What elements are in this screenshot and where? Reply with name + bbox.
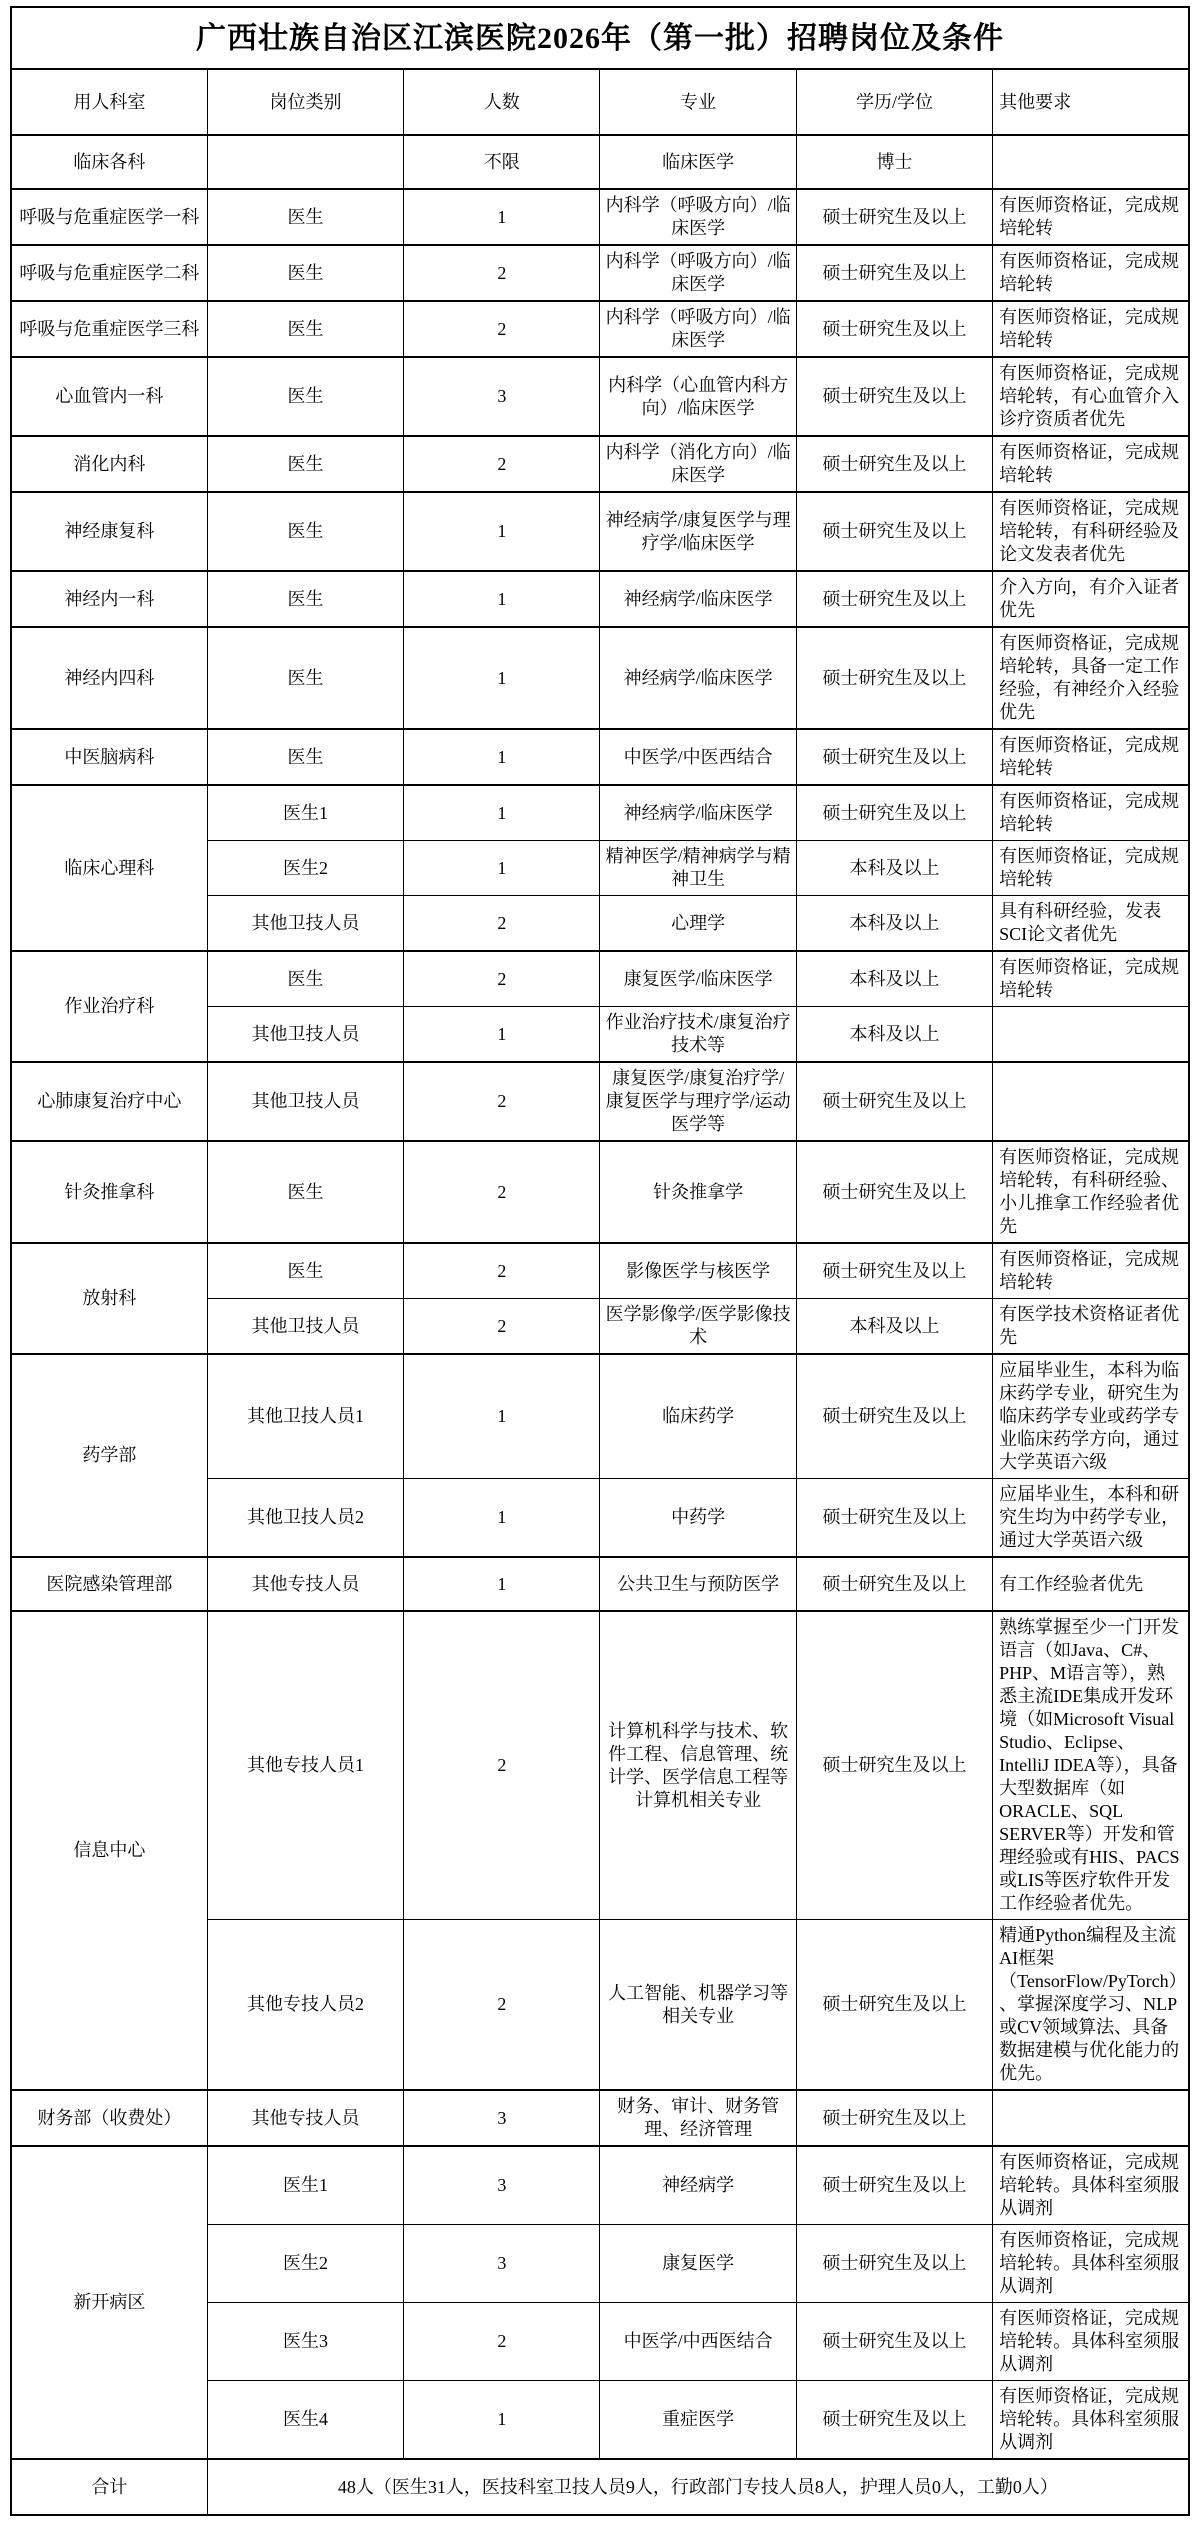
dept-cell: 医院感染管理部 bbox=[11, 1557, 207, 1611]
total-label: 合计 bbox=[11, 2459, 207, 2515]
major-cell: 重症医学 bbox=[600, 2381, 796, 2460]
degree-cell: 硕士研究生及以上 bbox=[796, 301, 992, 357]
num-cell: 2 bbox=[404, 1920, 600, 2091]
table-row bbox=[11, 951, 1189, 1007]
major-cell: 内科学（消化方向）/临床医学 bbox=[600, 436, 796, 492]
req-cell: 有医师资格证，完成规培轮转，有心血管介入诊疗资质者优先 bbox=[993, 357, 1189, 436]
num-cell: 3 bbox=[404, 2090, 600, 2146]
num-cell: 1 bbox=[404, 492, 600, 571]
type-cell: 医生 bbox=[207, 245, 403, 301]
major-cell: 神经病学 bbox=[600, 2146, 796, 2225]
table-row bbox=[11, 1062, 1189, 1141]
type-cell: 其他专技人员 bbox=[207, 2090, 403, 2146]
num-cell: 2 bbox=[404, 436, 600, 492]
col-header-degree: 学历/学位 bbox=[796, 69, 992, 135]
col-header-major: 专业 bbox=[600, 69, 796, 135]
req-cell: 有医师资格证，完成规培轮转，具备一定工作经验，有神经介入经验优先 bbox=[993, 627, 1189, 729]
type-cell: 医生2 bbox=[207, 2225, 403, 2303]
num-cell: 1 bbox=[404, 189, 600, 245]
type-cell: 医生3 bbox=[207, 2303, 403, 2381]
degree-cell: 硕士研究生及以上 bbox=[796, 1354, 992, 1479]
req-cell: 有医师资格证，完成规培轮转。具体科室须服从调剂 bbox=[993, 2146, 1189, 2225]
req-cell: 有医学技术资格证者优先 bbox=[993, 1299, 1189, 1355]
degree-cell: 硕士研究生及以上 bbox=[796, 729, 992, 785]
req-cell: 有工作经验者优先 bbox=[993, 1557, 1189, 1611]
num-cell: 2 bbox=[404, 1611, 600, 1920]
table-row bbox=[11, 1243, 1189, 1299]
table-row bbox=[11, 492, 1189, 571]
table-row bbox=[11, 301, 1189, 357]
num-cell: 1 bbox=[404, 1479, 600, 1558]
num-cell: 2 bbox=[404, 1141, 600, 1243]
req-cell: 有医师资格证，完成规培轮转 bbox=[993, 189, 1189, 245]
major-cell: 针灸推拿学 bbox=[600, 1141, 796, 1243]
degree-cell: 硕士研究生及以上 bbox=[796, 2146, 992, 2225]
degree-cell: 本科及以上 bbox=[796, 1299, 992, 1355]
num-cell: 1 bbox=[404, 1007, 600, 1063]
num-cell: 2 bbox=[404, 1062, 600, 1141]
degree-cell: 硕士研究生及以上 bbox=[796, 1557, 992, 1611]
major-cell: 中医学/中医西结合 bbox=[600, 729, 796, 785]
degree-cell: 硕士研究生及以上 bbox=[796, 2225, 992, 2303]
total-row bbox=[11, 2459, 1189, 2515]
req-cell bbox=[993, 1007, 1189, 1063]
table-row bbox=[11, 1557, 1189, 1611]
dept-cell: 信息中心 bbox=[11, 1611, 207, 2090]
dept-cell: 财务部（收费处） bbox=[11, 2090, 207, 2146]
dept-cell: 放射科 bbox=[11, 1243, 207, 1354]
num-cell: 2 bbox=[404, 951, 600, 1007]
major-cell: 公共卫生与预防医学 bbox=[600, 1557, 796, 1611]
type-cell: 其他专技人员1 bbox=[207, 1611, 403, 1920]
req-cell: 介入方向，有介入证者优先 bbox=[993, 571, 1189, 627]
dept-cell: 心血管内一科 bbox=[11, 357, 207, 436]
type-cell: 医生 bbox=[207, 301, 403, 357]
num-cell: 1 bbox=[404, 1557, 600, 1611]
type-cell: 其他卫技人员2 bbox=[207, 1479, 403, 1558]
col-header-dept: 用人科室 bbox=[11, 69, 207, 135]
table-row bbox=[11, 2146, 1189, 2225]
major-cell: 影像医学与核医学 bbox=[600, 1243, 796, 1299]
major-cell: 神经病学/临床医学 bbox=[600, 627, 796, 729]
dept-cell: 呼吸与危重症医学二科 bbox=[11, 245, 207, 301]
table-row bbox=[11, 2090, 1189, 2146]
dept-cell: 心肺康复治疗中心 bbox=[11, 1062, 207, 1141]
type-cell: 医生 bbox=[207, 571, 403, 627]
major-cell: 神经病学/临床医学 bbox=[600, 571, 796, 627]
degree-cell: 硕士研究生及以上 bbox=[796, 357, 992, 436]
degree-cell: 硕士研究生及以上 bbox=[796, 1243, 992, 1299]
major-cell: 精神医学/精神病学与精神卫生 bbox=[600, 841, 796, 896]
major-cell: 神经病学/康复医学与理疗学/临床医学 bbox=[600, 492, 796, 571]
type-cell: 医生 bbox=[207, 729, 403, 785]
num-cell: 1 bbox=[404, 627, 600, 729]
num-cell: 1 bbox=[404, 841, 600, 896]
dept-cell: 消化内科 bbox=[11, 436, 207, 492]
type-cell: 医生 bbox=[207, 357, 403, 436]
num-cell: 2 bbox=[404, 2303, 600, 2381]
degree-cell: 本科及以上 bbox=[796, 951, 992, 1007]
major-cell: 中药学 bbox=[600, 1479, 796, 1558]
major-cell: 康复医学/康复治疗学/康复医学与理疗学/运动医学等 bbox=[600, 1062, 796, 1141]
degree-cell: 博士 bbox=[796, 135, 992, 189]
table-row bbox=[11, 245, 1189, 301]
num-cell: 3 bbox=[404, 357, 600, 436]
num-cell: 1 bbox=[404, 729, 600, 785]
degree-cell: 硕士研究生及以上 bbox=[796, 245, 992, 301]
col-header-type: 岗位类别 bbox=[207, 69, 403, 135]
degree-cell: 本科及以上 bbox=[796, 1007, 992, 1063]
degree-cell: 本科及以上 bbox=[796, 896, 992, 952]
table-row bbox=[11, 436, 1189, 492]
major-cell: 临床药学 bbox=[600, 1354, 796, 1479]
degree-cell: 硕士研究生及以上 bbox=[796, 2381, 992, 2460]
table-row bbox=[11, 571, 1189, 627]
dept-cell: 中医脑病科 bbox=[11, 729, 207, 785]
major-cell: 心理学 bbox=[600, 896, 796, 952]
major-cell: 作业治疗技术/康复治疗技术等 bbox=[600, 1007, 796, 1063]
table-row bbox=[11, 135, 1189, 189]
num-cell: 2 bbox=[404, 301, 600, 357]
req-cell: 具有科研经验，发表SCI论文者优先 bbox=[993, 896, 1189, 952]
major-cell: 康复医学/临床医学 bbox=[600, 951, 796, 1007]
req-cell: 有医师资格证，完成规培轮转。具体科室须服从调剂 bbox=[993, 2303, 1189, 2381]
num-cell: 2 bbox=[404, 1299, 600, 1355]
type-cell bbox=[207, 135, 403, 189]
total-value: 48人（医生31人，医技科室卫技人员9人，行政部门专技人员8人，护理人员0人，工勤0人） bbox=[207, 2459, 1189, 2515]
dept-cell: 临床各科 bbox=[11, 135, 207, 189]
type-cell: 医生 bbox=[207, 951, 403, 1007]
dept-cell: 药学部 bbox=[11, 1354, 207, 1557]
req-cell: 有医师资格证，完成规培轮转 bbox=[993, 301, 1189, 357]
degree-cell: 硕士研究生及以上 bbox=[796, 627, 992, 729]
dept-cell: 针灸推拿科 bbox=[11, 1141, 207, 1243]
type-cell: 医生1 bbox=[207, 2146, 403, 2225]
degree-cell: 硕士研究生及以上 bbox=[796, 571, 992, 627]
table-row bbox=[11, 1354, 1189, 1479]
degree-cell: 本科及以上 bbox=[796, 841, 992, 896]
table-body bbox=[11, 135, 1189, 2459]
req-cell: 应届毕业生，本科和研究生均为中药学专业，通过大学英语六级 bbox=[993, 1479, 1189, 1558]
degree-cell: 硕士研究生及以上 bbox=[796, 1062, 992, 1141]
type-cell: 医生 bbox=[207, 189, 403, 245]
table-row bbox=[11, 785, 1189, 841]
dept-cell: 临床心理科 bbox=[11, 785, 207, 951]
num-cell: 3 bbox=[404, 2225, 600, 2303]
table-row bbox=[11, 189, 1189, 245]
dept-cell: 作业治疗科 bbox=[11, 951, 207, 1062]
num-cell: 2 bbox=[404, 1243, 600, 1299]
req-cell: 有医师资格证，完成规培轮转 bbox=[993, 951, 1189, 1007]
req-cell: 应届毕业生，本科为临床药学专业，研究生为临床药学专业或药学专业临床药学方向，通过大学英语六级 bbox=[993, 1354, 1189, 1479]
degree-cell: 硕士研究生及以上 bbox=[796, 785, 992, 841]
dept-cell: 神经内四科 bbox=[11, 627, 207, 729]
type-cell: 医生 bbox=[207, 436, 403, 492]
req-cell: 有医师资格证，完成规培轮转，有科研经验及论文发表者优先 bbox=[993, 492, 1189, 571]
table-row bbox=[11, 1141, 1189, 1243]
degree-cell: 硕士研究生及以上 bbox=[796, 1920, 992, 2091]
type-cell: 其他专技人员 bbox=[207, 1557, 403, 1611]
degree-cell: 硕士研究生及以上 bbox=[796, 436, 992, 492]
req-cell bbox=[993, 1062, 1189, 1141]
type-cell: 其他卫技人员 bbox=[207, 1007, 403, 1063]
type-cell: 医生4 bbox=[207, 2381, 403, 2460]
num-cell: 1 bbox=[404, 2381, 600, 2460]
type-cell: 医生 bbox=[207, 1141, 403, 1243]
num-cell: 1 bbox=[404, 785, 600, 841]
page-title: 广西壮族自治区江滨医院2026年（第一批）招聘岗位及条件 bbox=[11, 7, 1189, 69]
dept-cell: 呼吸与危重症医学三科 bbox=[11, 301, 207, 357]
num-cell: 2 bbox=[404, 896, 600, 952]
dept-cell: 神经康复科 bbox=[11, 492, 207, 571]
major-cell: 内科学（心血管内科方向）/临床医学 bbox=[600, 357, 796, 436]
req-cell: 有医师资格证，完成规培轮转 bbox=[993, 729, 1189, 785]
table-row bbox=[11, 357, 1189, 436]
req-cell: 精通Python编程及主流AI框架（TensorFlow/PyTorch）、掌握深度学习、NLP或CV领域算法、具备数据建模与优化能力的优先。 bbox=[993, 1920, 1189, 2091]
major-cell: 中医学/中西医结合 bbox=[600, 2303, 796, 2381]
dept-cell: 神经内一科 bbox=[11, 571, 207, 627]
major-cell: 医学影像学/医学影像技术 bbox=[600, 1299, 796, 1355]
req-cell: 有医师资格证，完成规培轮转 bbox=[993, 1243, 1189, 1299]
type-cell: 医生 bbox=[207, 1243, 403, 1299]
major-cell: 康复医学 bbox=[600, 2225, 796, 2303]
degree-cell: 硕士研究生及以上 bbox=[796, 1611, 992, 1920]
table-row bbox=[11, 729, 1189, 785]
req-cell: 有医师资格证，完成规培轮转。具体科室须服从调剂 bbox=[993, 2225, 1189, 2303]
major-cell: 神经病学/临床医学 bbox=[600, 785, 796, 841]
type-cell: 其他卫技人员 bbox=[207, 1299, 403, 1355]
req-cell: 有医师资格证，完成规培轮转 bbox=[993, 841, 1189, 896]
type-cell: 医生2 bbox=[207, 841, 403, 896]
dept-cell: 呼吸与危重症医学一科 bbox=[11, 189, 207, 245]
req-cell: 有医师资格证，完成规培轮转，有科研经验、小儿推拿工作经验者优先 bbox=[993, 1141, 1189, 1243]
major-cell: 内科学（呼吸方向）/临床医学 bbox=[600, 301, 796, 357]
dept-cell: 新开病区 bbox=[11, 2146, 207, 2459]
type-cell: 其他卫技人员 bbox=[207, 1062, 403, 1141]
req-cell: 有医师资格证，完成规培轮转 bbox=[993, 785, 1189, 841]
table-row bbox=[11, 1611, 1189, 1920]
column-header-row bbox=[11, 69, 1189, 135]
type-cell: 医生1 bbox=[207, 785, 403, 841]
degree-cell: 硕士研究生及以上 bbox=[796, 2303, 992, 2381]
type-cell: 其他专技人员2 bbox=[207, 1920, 403, 2091]
req-cell: 熟练掌握至少一门开发语言（如Java、C#、PHP、M语言等），熟悉主流IDE集成开发环境（如Microsoft Visual Studio、Eclipse、IntelliJ IDEA等），具备大型数据库（如ORACLE、SQL SERVER等）开发和管理经验或有HIS、PACS或LIS等医疗软件开发工作经验者优先。 bbox=[993, 1611, 1189, 1920]
major-cell: 内科学（呼吸方向）/临床医学 bbox=[600, 189, 796, 245]
num-cell: 1 bbox=[404, 571, 600, 627]
major-cell: 临床医学 bbox=[600, 135, 796, 189]
req-cell: 有医师资格证，完成规培轮转 bbox=[993, 436, 1189, 492]
req-cell bbox=[993, 2090, 1189, 2146]
degree-cell: 硕士研究生及以上 bbox=[796, 492, 992, 571]
title-row bbox=[11, 7, 1189, 69]
degree-cell: 硕士研究生及以上 bbox=[796, 1479, 992, 1558]
num-cell: 不限 bbox=[404, 135, 600, 189]
num-cell: 2 bbox=[404, 245, 600, 301]
major-cell: 人工智能、机器学习等相关专业 bbox=[600, 1920, 796, 2091]
col-header-req: 其他要求 bbox=[993, 69, 1189, 135]
type-cell: 其他卫技人员1 bbox=[207, 1354, 403, 1479]
num-cell: 1 bbox=[404, 1354, 600, 1479]
degree-cell: 硕士研究生及以上 bbox=[796, 1141, 992, 1243]
type-cell: 医生 bbox=[207, 492, 403, 571]
type-cell: 其他卫技人员 bbox=[207, 896, 403, 952]
req-cell bbox=[993, 135, 1189, 189]
table-row bbox=[11, 627, 1189, 729]
req-cell: 有医师资格证，完成规培轮转 bbox=[993, 245, 1189, 301]
major-cell: 内科学（呼吸方向）/临床医学 bbox=[600, 245, 796, 301]
major-cell: 计算机科学与技术、软件工程、信息管理、统计学、医学信息工程等计算机相关专业 bbox=[600, 1611, 796, 1920]
degree-cell: 硕士研究生及以上 bbox=[796, 189, 992, 245]
degree-cell: 硕士研究生及以上 bbox=[796, 2090, 992, 2146]
col-header-num: 人数 bbox=[404, 69, 600, 135]
req-cell: 有医师资格证，完成规培轮转。具体科室须服从调剂 bbox=[993, 2381, 1189, 2460]
type-cell: 医生 bbox=[207, 627, 403, 729]
major-cell: 财务、审计、财务管理、经济管理 bbox=[600, 2090, 796, 2146]
recruitment-table bbox=[10, 6, 1190, 2516]
num-cell: 3 bbox=[404, 2146, 600, 2225]
